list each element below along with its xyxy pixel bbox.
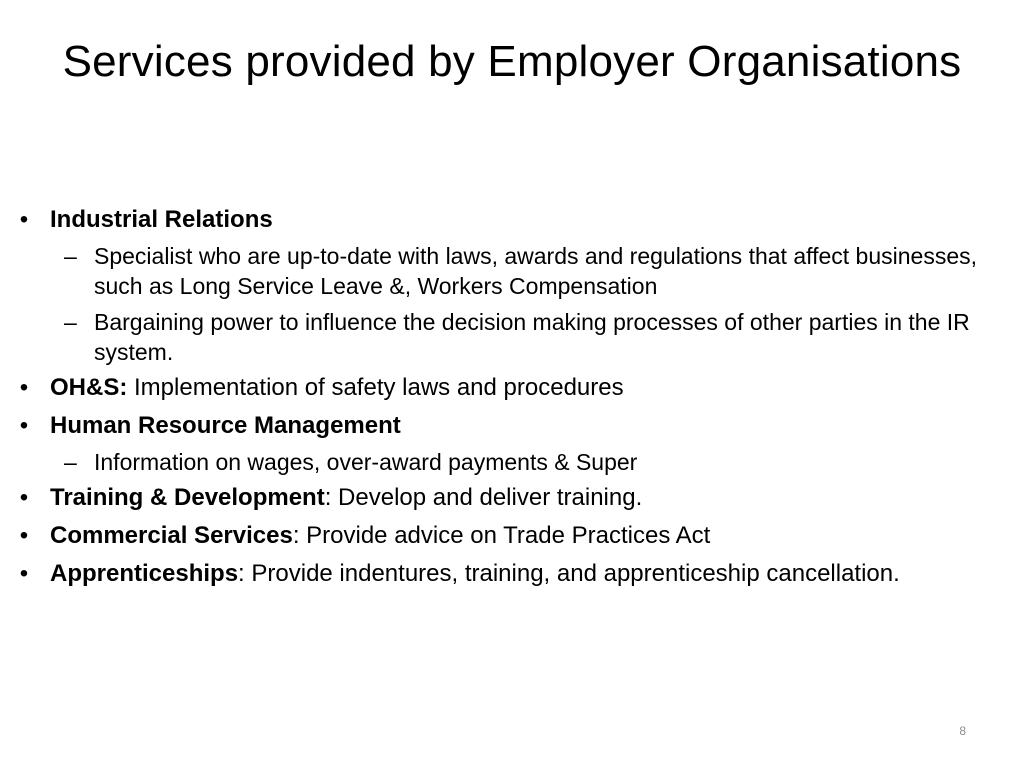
bullet-item-ohs <box>14 373 1014 403</box>
bullet-marker: • <box>19 522 29 549</box>
bullet-heading: OH&S: <box>50 374 128 401</box>
bullet-heading: Training & Development <box>50 484 325 511</box>
bullet-item-commercial-services <box>14 521 1014 551</box>
bullet-item-apprenticeships <box>14 559 1014 589</box>
bullet-marker: • <box>19 206 29 233</box>
bullet-text: : Develop and deliver training. <box>324 484 643 511</box>
bullet-heading: Industrial Relations <box>50 206 273 233</box>
sub-item-text: Bargaining power to influence the decision making processes of other parties in the IR system. <box>94 309 970 365</box>
bullet-heading: Human Resource Management <box>50 412 401 439</box>
page-number: 8 <box>959 724 966 738</box>
bullet-text: Implementation of safety laws and procedures <box>127 374 624 401</box>
sub-list-human-resource-management <box>14 447 1014 477</box>
sub-item-specialists <box>14 241 1009 301</box>
slide-title: Services provided by Employer Organisations <box>62 37 962 86</box>
sub-marker: – <box>64 309 77 335</box>
bullet-item-industrial-relations <box>14 205 1014 235</box>
sub-marker: – <box>64 243 77 269</box>
bullet-marker: • <box>19 374 29 401</box>
bullet-marker: • <box>19 560 29 587</box>
bullet-marker: • <box>19 484 29 511</box>
bullet-item-human-resource-management <box>14 411 1014 441</box>
bullet-marker: • <box>19 412 29 439</box>
sub-item-bargaining-power <box>14 307 1009 367</box>
sub-marker: – <box>64 449 77 475</box>
sub-item-text: Information on wages, over-award payments & Super <box>94 449 638 475</box>
bullet-heading: Apprenticeships <box>50 560 239 587</box>
sub-item-text: Specialist who are up-to-date with laws, awards and regulations that affect businesses, such as Long Service Leave &, Workers Compensation <box>94 243 978 299</box>
bullet-list <box>14 205 1014 597</box>
bullet-text: : Provide advice on Trade Practices Act <box>292 522 711 549</box>
bullet-text: : Provide indentures, training, and apprenticeship cancellation. <box>238 560 900 587</box>
sub-item-wages-info <box>14 447 1009 477</box>
sub-list-industrial-relations <box>14 241 1014 367</box>
bullet-heading: Commercial Services <box>50 522 293 549</box>
bullet-item-training-development <box>14 483 1014 513</box>
